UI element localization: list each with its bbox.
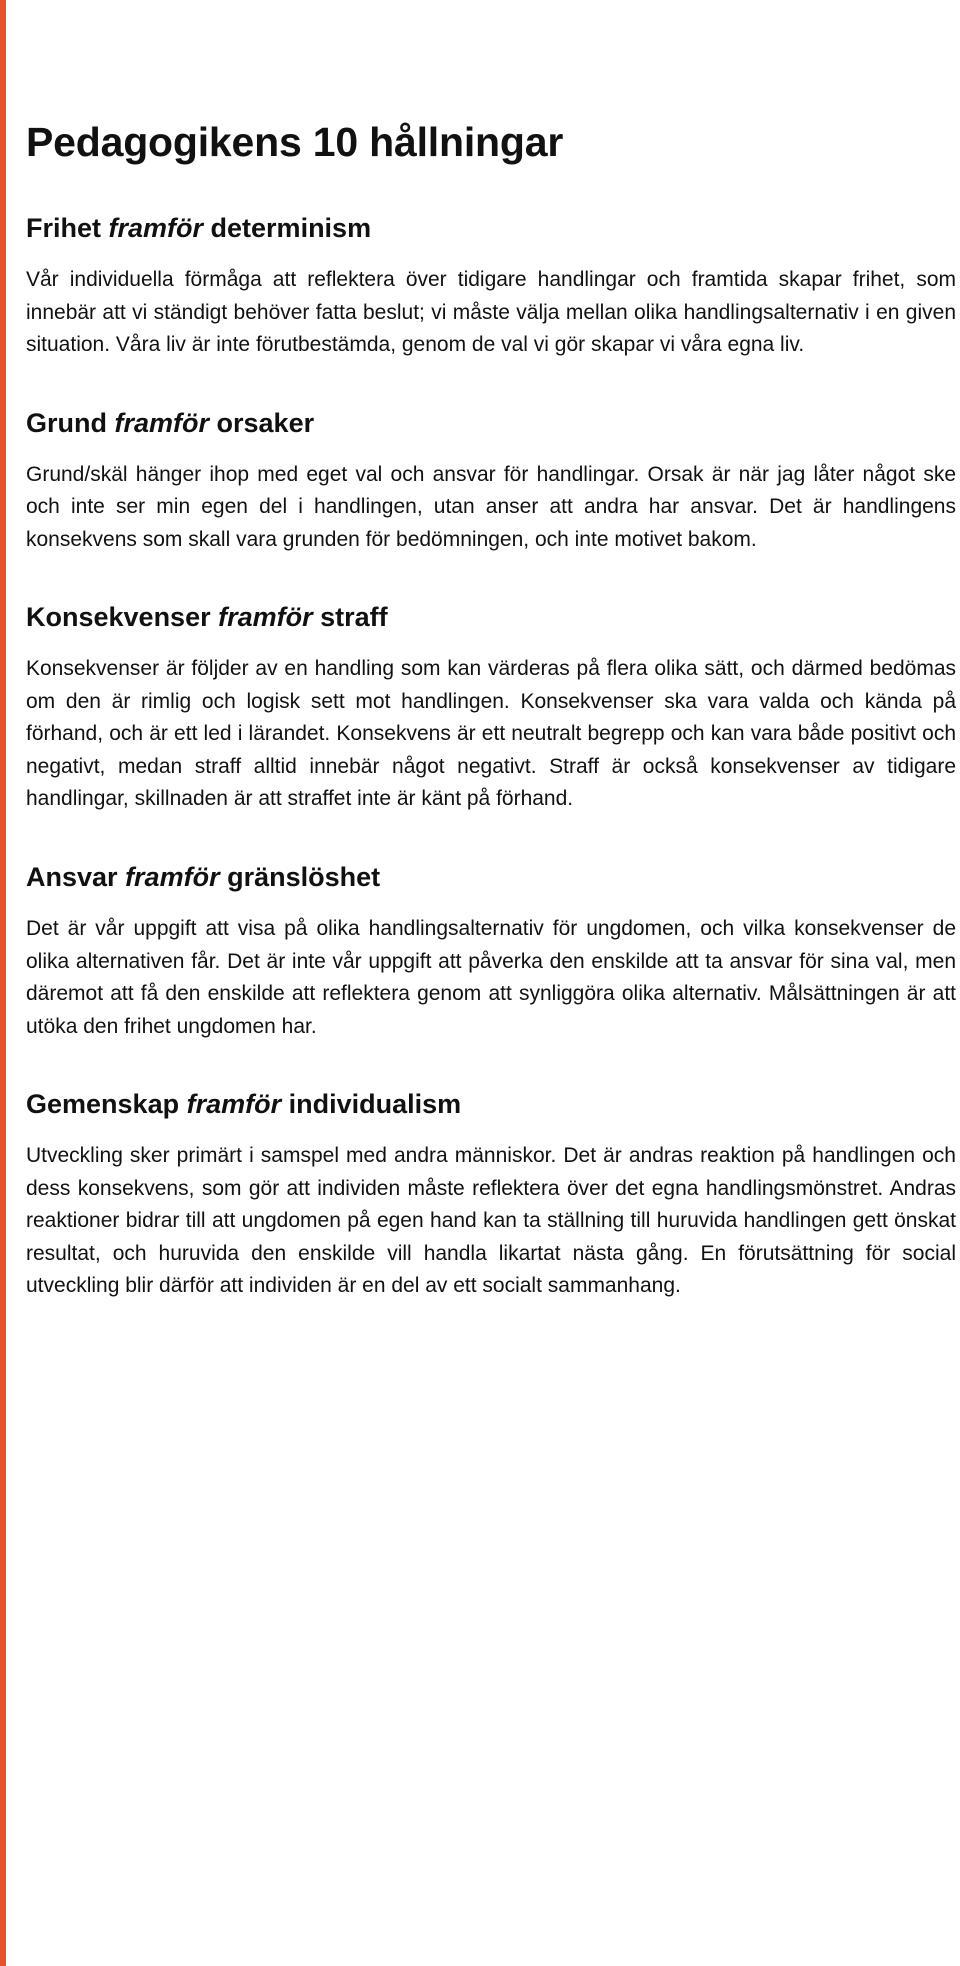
section-body: Konsekvenser är följder av en handling som kan värderas på flera olika sätt, och därmed bedömas om den är rimlig och logisk sett mot handlingen. Konsekvenser ska vara valda och kända på förhand, och är ett led i lärandet. Konsekvens är ett neutralt begrepp och kan vara både positivt och negativt, medan straff alltid innebär något negativt. Straff är också konsekvenser av tidigare handlingar, skillnaden är att straffet inte är känt på förhand. xyxy=(26,657,956,811)
heading-start: Grund xyxy=(26,407,115,438)
heading-emphasis: framför xyxy=(218,602,313,633)
heading-emphasis: framför xyxy=(186,1089,282,1120)
heading-start: Gemenskap xyxy=(26,1089,187,1120)
section-konsekvenser xyxy=(26,600,956,816)
heading-start: Frihet xyxy=(26,213,109,244)
section-body: Vår individuella förmåga att reflektera över tidigare handlingar och framtida skapar frihet, som innebär att vi ständigt behöver fatta beslut; vi måste välja mellan olika handlingsalternativ i en given situation. Våra liv är inte förutbestämda, genom de val vi gör skapar vi våra egna liv. xyxy=(26,268,956,357)
heading-end: individualism xyxy=(281,1089,462,1120)
section-heading xyxy=(26,1087,956,1122)
section-frihet xyxy=(26,211,956,362)
section-heading xyxy=(26,406,956,441)
section-heading xyxy=(26,860,956,895)
section-gemenskap xyxy=(26,1087,956,1303)
section-body: Utveckling sker primärt i samspel med andra människor. Det är andras reaktion på handlingen och dess konsekvens, som gör att individen måste reflektera över det egna handlingsmönstret. Andras reaktioner bidrar till att ungdomen på egen hand kan ta ställning till huruvida handlingen gett önskat resultat, och huruvida den enskilde vill handla likartat nästa gång. En förutsättning för social utveckling blir därför att individen är en del av ett socialt sammanhang. xyxy=(26,1144,956,1298)
section-grund xyxy=(26,406,956,557)
heading-end: gränslöshet xyxy=(219,861,381,892)
heading-start: Konsekvenser xyxy=(26,602,219,633)
heading-end: orsaker xyxy=(209,407,315,438)
heading-emphasis: framför xyxy=(108,213,204,244)
heading-end: determinism xyxy=(203,213,372,244)
heading-emphasis: framför xyxy=(125,861,220,892)
section-body: Det är vår uppgift att visa på olika handlingsalternativ för ungdomen, och vilka konsekvenser de olika alternativen får. Det är inte vår uppgift att påverka den enskilde att ta ansvar för sina val, men däremot att få den enskilde att reflektera genom att synliggöra olika alternativ. Målsättningen är att utöka den frihet ungdomen har. xyxy=(26,917,956,1038)
heading-emphasis: framför xyxy=(114,407,210,438)
section-heading xyxy=(26,211,956,246)
heading-end: straff xyxy=(312,602,388,633)
section-body: Grund/skäl hänger ihop med eget val och ansvar för handlingar. Orsak är när jag låter något ske och inte ser min egen del i handlingen, utan anser att andra har ansvar. Det är handlingens konsekvens som skall vara grunden för bedömningen, och inte motivet bakom. xyxy=(26,462,956,551)
document-title: Pedagogikens 10 hållningar xyxy=(26,119,564,165)
accent-bar xyxy=(0,0,6,1966)
document-page xyxy=(26,118,956,1347)
section-heading xyxy=(26,600,956,635)
section-ansvar xyxy=(26,860,956,1043)
heading-start: Ansvar xyxy=(26,861,126,892)
